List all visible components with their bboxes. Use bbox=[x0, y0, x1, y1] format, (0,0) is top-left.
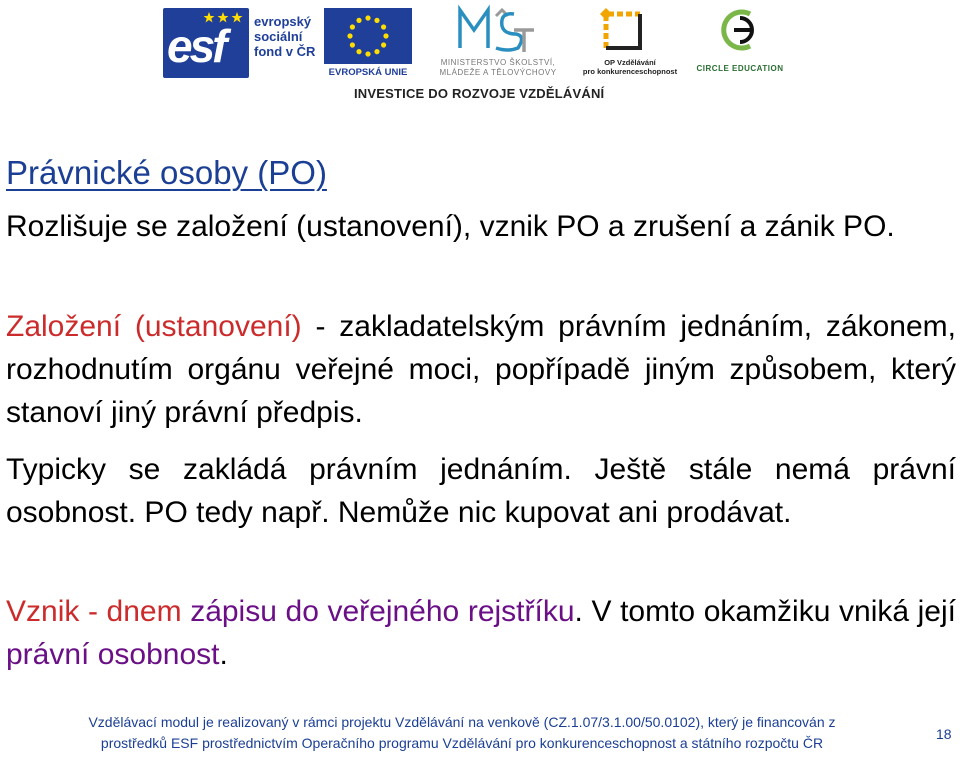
circle-caption: CIRCLE EDUCATION bbox=[696, 64, 784, 73]
esf-word: fond v ČR bbox=[254, 44, 316, 59]
page-number: 18 bbox=[936, 726, 952, 742]
paragraph-4-text: . V tomto okamžiku vniká její bbox=[574, 595, 956, 628]
paragraph-4-end: . bbox=[219, 638, 228, 671]
circle-education-icon bbox=[716, 6, 764, 54]
highlight-zapis: zápisu do veřejného rejstříku bbox=[190, 595, 575, 628]
highlight-zalozeni: Založení (ustanovení) bbox=[6, 310, 302, 343]
paragraph-1: Rozlišuje se založení (ustanovení), vznik PO a zrušení a zánik PO. bbox=[6, 210, 895, 243]
paragraph-2-text: - zakladatelským právním jednáním, zákonem, rozhodnutím orgánu veřejné moci, popřípadě jiným způsobem, který stanoví jiný právní předpis. bbox=[6, 310, 956, 429]
paragraph-4 bbox=[6, 590, 956, 676]
op-mark-icon bbox=[598, 4, 648, 54]
investice-slogan: INVESTICE DO ROZVOJE VZDĚLÁVÁNÍ bbox=[354, 86, 605, 101]
esf-words bbox=[254, 14, 315, 59]
paragraph-3: Typicky se zakládá právním jednáním. Ještě stále nemá právní osobnost. PO tedy např. Nemůže nic kupovat ani prodávat. bbox=[6, 453, 956, 529]
paragraph-4-dash: - dnem bbox=[79, 595, 191, 628]
logo-band bbox=[0, 0, 960, 110]
paragraph-2 bbox=[6, 305, 956, 434]
msmt-mark-icon bbox=[456, 4, 536, 54]
op-caption-line: OP Vzdělávání bbox=[604, 58, 656, 67]
footer bbox=[22, 712, 902, 754]
op-caption-line: pro konkurenceschopnost bbox=[582, 67, 678, 76]
highlight-pravni-osobnost: právní osobnost bbox=[6, 638, 220, 671]
op-caption bbox=[580, 58, 680, 76]
msmt-logo bbox=[418, 4, 578, 78]
highlight-vznik: Vznik bbox=[6, 595, 80, 628]
esf-mark bbox=[163, 8, 249, 78]
footer-line: Vzdělávací modul je realizovaný v rámci projektu Vzdělávání na venkově (CZ.1.07/3.1.00/50.0102), který je financován z bbox=[88, 714, 836, 730]
msmt-caption-line: MINISTERSTVO ŠKOLSTVÍ, bbox=[440, 58, 556, 67]
esf-mark-text: esf bbox=[167, 20, 225, 72]
esf-word: evropský bbox=[254, 14, 312, 29]
msmt-caption-line: MLÁDEŽE A TĚLOVÝCHOVY bbox=[439, 68, 557, 77]
circle-education-logo bbox=[690, 6, 790, 78]
eu-logo bbox=[324, 8, 412, 78]
footer-line: prostředků ESF prostřednictvím Operačního programu Vzdělávání pro konkurenceschopnost a státního rozpočtu ČR bbox=[100, 735, 824, 751]
slide-title: Právnické osoby (PO) bbox=[6, 154, 327, 191]
eu-caption: EVROPSKÁ UNIE bbox=[328, 67, 408, 78]
eu-flag-icon bbox=[324, 8, 412, 64]
esf-logo bbox=[163, 8, 318, 78]
msmt-caption bbox=[418, 58, 578, 78]
op-logo bbox=[580, 4, 680, 78]
esf-word: sociální bbox=[254, 29, 303, 44]
